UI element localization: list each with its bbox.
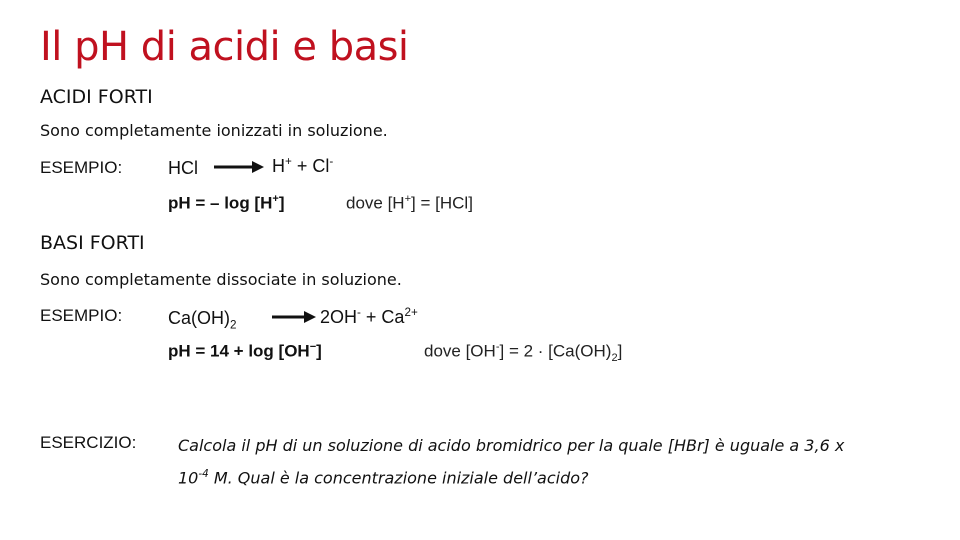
bases-ph-formula: pH = 14 + log [OH−]: [168, 341, 322, 361]
acids-note: dove [H+] = [HCl]: [346, 193, 473, 213]
bases-heading: BASI FORTI: [40, 232, 145, 254]
acids-heading: ACIDI FORTI: [40, 86, 153, 108]
reaction-arrow-icon: [214, 160, 264, 174]
exercise-line-2: $10^{-4}$ M. Qual è la concentrazione iniziale dell’acido?: [178, 468, 589, 488]
exercise-text: [178, 432, 938, 492]
bases-products: $2OH^- + Ca^{2+}$: [320, 306, 418, 327]
exercise-label: ESERCIZIO:: [40, 433, 137, 452]
bases-reactant: $Ca(OH)_2$: [168, 308, 237, 332]
slide-title: Il pH di acidi e basi: [40, 24, 409, 70]
acids-description: Sono completamente ionizzati in soluzione.: [40, 121, 388, 140]
acids-reactant: HCl: [168, 158, 198, 178]
acids-example-label: ESEMPIO:: [40, 158, 123, 177]
bases-example-label: ESEMPIO:: [40, 306, 123, 325]
acids-ph-formula: pH = – log [H+]: [168, 193, 285, 213]
bases-description: Sono completamente dissociate in soluzione.: [40, 270, 402, 289]
reaction-arrow-icon: [272, 310, 316, 324]
bases-note: dove $[OH^-] = 2 \cdot [Ca(OH)_2]$: [424, 341, 623, 365]
acids-products: H+ + Cl-: [272, 155, 334, 176]
exercise-line-1: Calcola il pH di un soluzione di acido bromidrico per la quale [HBr] è uguale a 3,6 x: [178, 436, 845, 455]
